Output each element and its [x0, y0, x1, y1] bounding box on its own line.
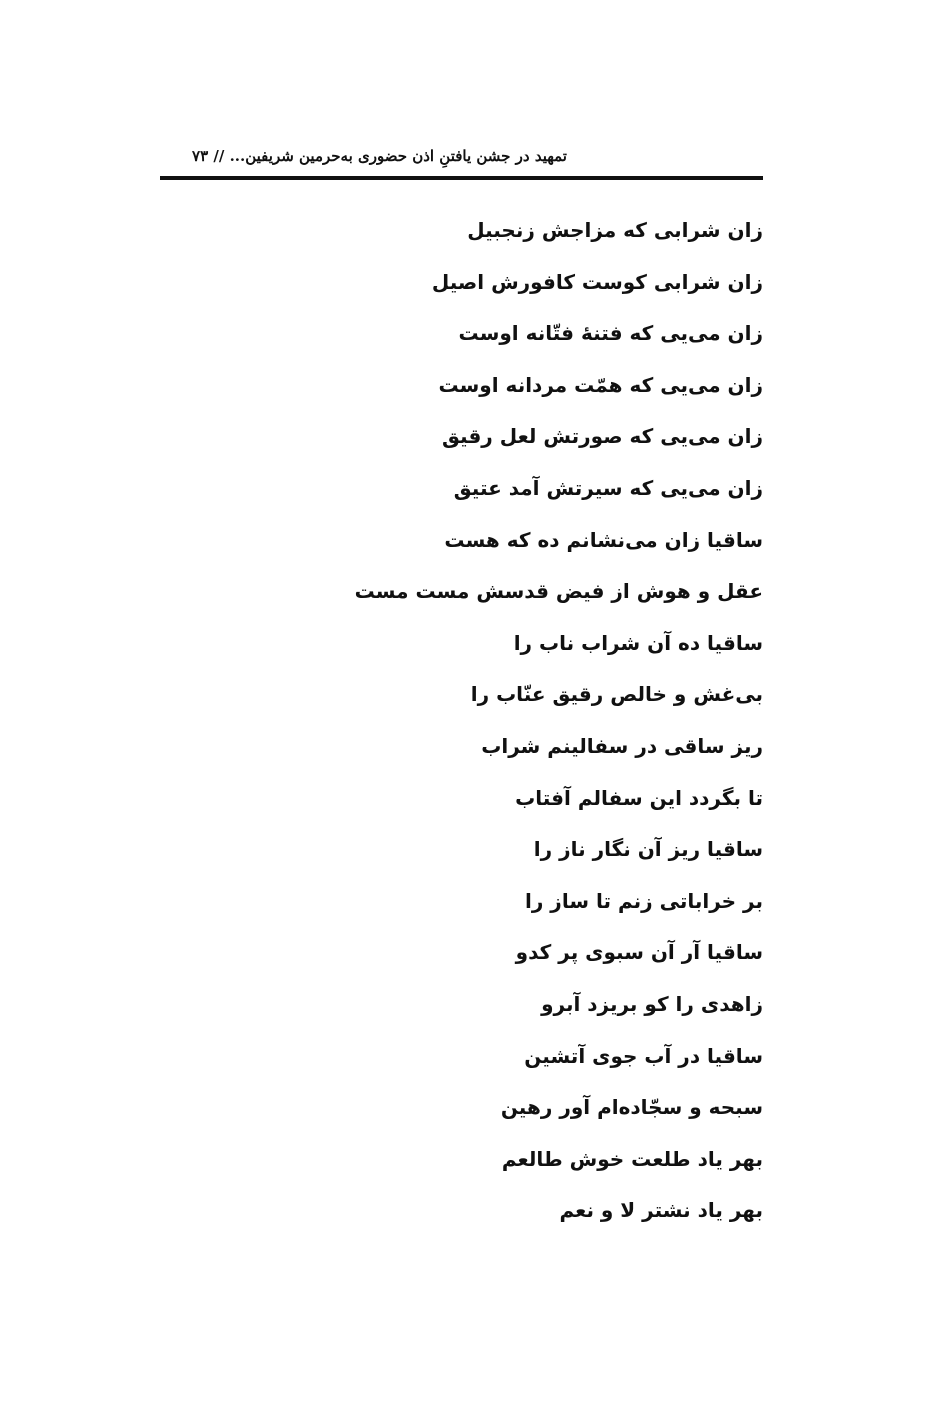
- verse-line: زان شرابی کوست کافورش اصیل: [431, 269, 763, 294]
- verse-line: تا بگردد این سفالم آفتاب: [515, 785, 763, 810]
- verse-line: زان می‌یی که همّت مردانه اوست: [438, 372, 763, 397]
- verse-line: ریز ساقی در سفالینم شراب: [481, 733, 763, 758]
- verse-line: زان می‌یی که صورتش لعل رقیق: [442, 424, 763, 449]
- verse-line: سبحه و سجّاده‌ام آور رهین: [500, 1095, 763, 1120]
- verse-line: زان می‌یی که فتنۀ فتّانه اوست: [458, 321, 763, 346]
- verse-line: ساقیا در آب جوی آتشین: [524, 1043, 763, 1068]
- verse-line: ساقیا آر آن سبوی پر کدو: [515, 940, 763, 965]
- header-rule: [160, 176, 763, 180]
- verse-line: ساقیا ده آن شراب ناب را: [513, 630, 763, 655]
- verse-line: بر خراباتی زنم تا ساز را: [524, 888, 763, 913]
- running-header: تمهید در جشن یافتنِ اذن حضوری به‌حرمین شریفین... // ۷۳: [192, 147, 567, 165]
- verse-line: بهر یاد طلعت خوش طالعم: [501, 1146, 763, 1171]
- verse-line: بهر یاد نشتر لا و نعم: [559, 1198, 763, 1223]
- verse-line: ساقیا ریز آن نگار ناز را: [533, 837, 763, 862]
- verse-line: بی‌غش و خالص رقیق عنّاب را: [470, 682, 763, 707]
- poem-verses: [243, 205, 763, 1237]
- verse-line: زاهدی را کو بریزد آبرو: [541, 991, 763, 1016]
- verse-line: زان می‌یی که سیرتش آمد عتیق: [453, 475, 763, 500]
- verse-line: عقل و هوش از فیض قدسش مست مست: [354, 579, 763, 604]
- verse-line: ساقیا زان می‌نشانم ده که هست: [444, 527, 763, 552]
- verse-line: زان شرابی که مزاجش زنجبیل: [467, 218, 763, 242]
